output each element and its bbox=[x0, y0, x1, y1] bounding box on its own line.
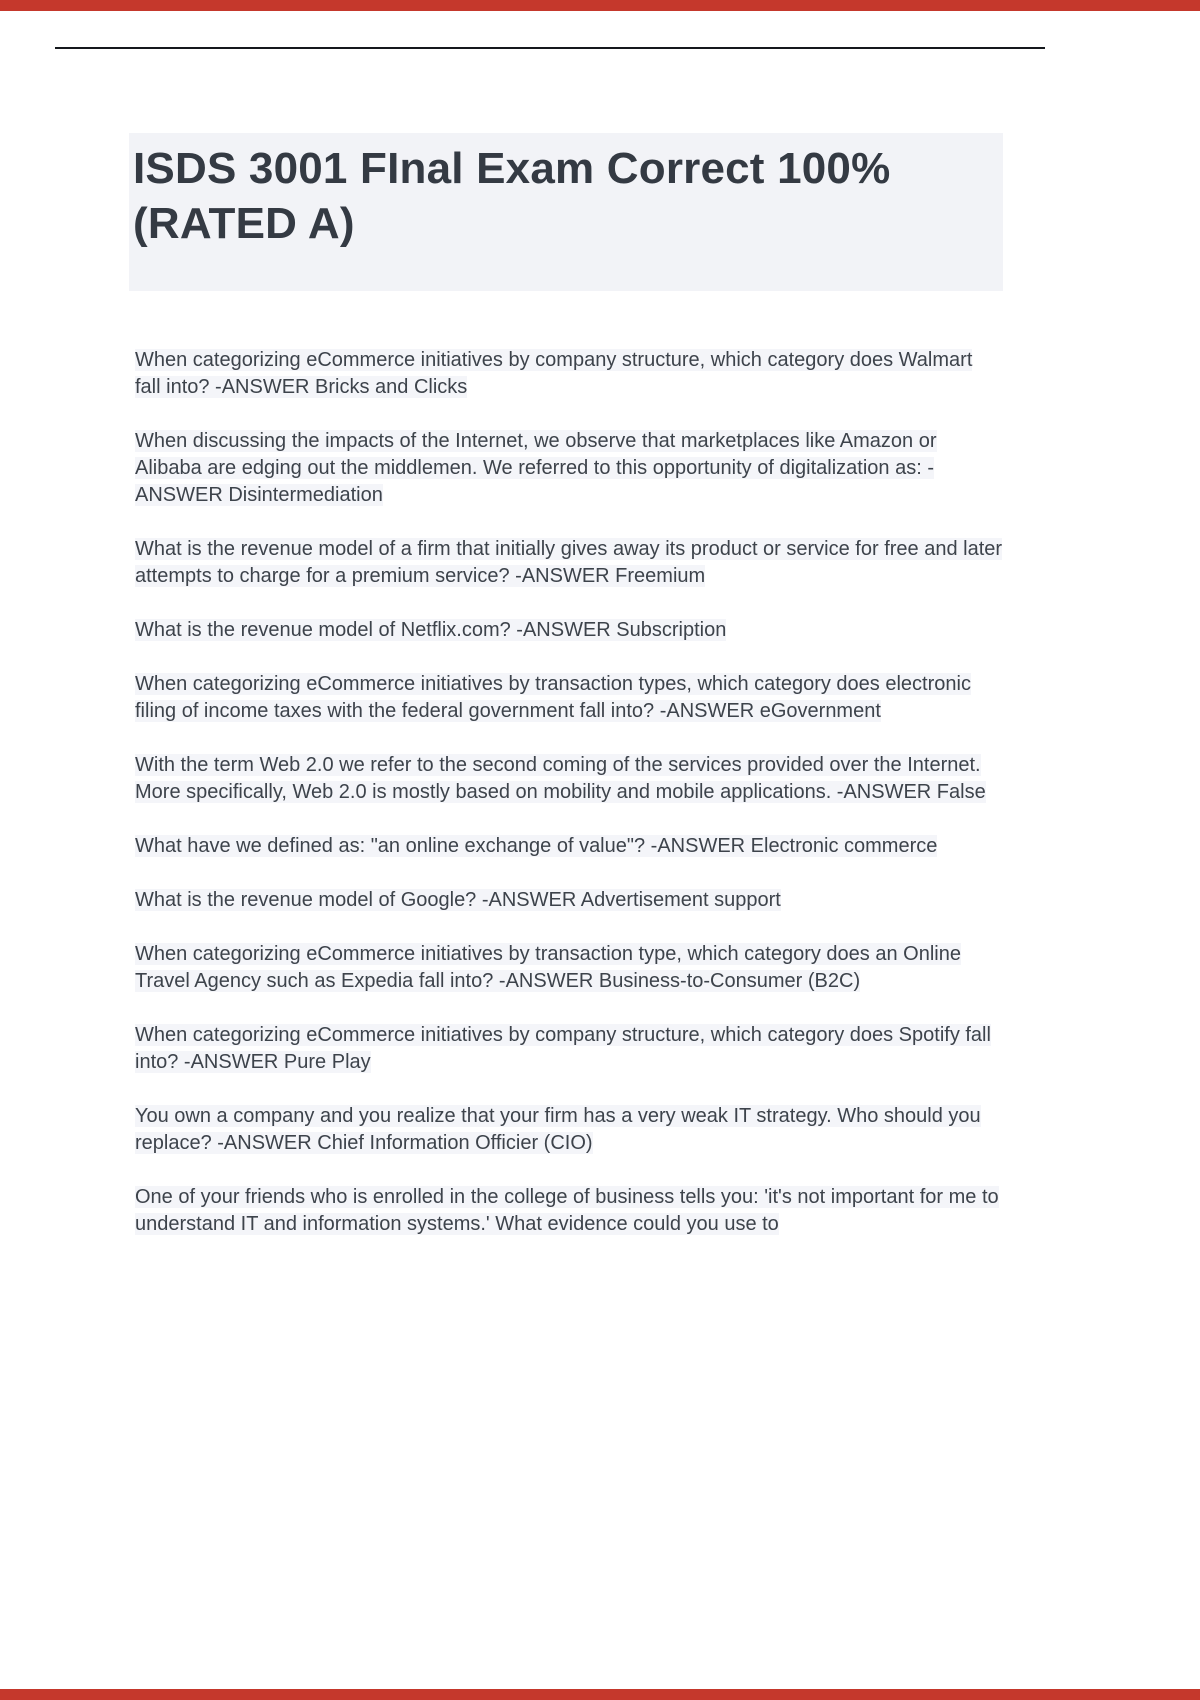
qa-paragraph-text: What is the revenue model of a firm that initially gives away its product or service for free and later attempts to charge for a premium service? -ANSWER Freemium bbox=[135, 538, 1003, 587]
qa-paragraph-text: You own a company and you realize that your firm has a very weak IT strategy. Who should you replace? -ANSWER Chief Information Officier (CIO) bbox=[135, 1105, 981, 1154]
qa-paragraph bbox=[135, 1184, 1003, 1238]
qa-paragraph-text: When categorizing eCommerce initiatives by transaction types, which category does electronic filing of income taxes with the federal government fall into? -ANSWER eGovernment bbox=[135, 673, 971, 722]
qa-paragraph-text: One of your friends who is enrolled in the college of business tells you: 'it's not important for me to understand IT and information systems.' What evidence could you use to bbox=[135, 1186, 999, 1235]
qa-paragraph bbox=[135, 536, 1003, 590]
document-content bbox=[135, 133, 1003, 1265]
qa-paragraph bbox=[135, 887, 1003, 914]
qa-paragraph-text: What is the revenue model of Google? -ANSWER Advertisement support bbox=[135, 889, 781, 911]
qa-paragraph bbox=[135, 1022, 1003, 1076]
qa-paragraph bbox=[135, 617, 1003, 644]
qa-paragraph bbox=[135, 833, 1003, 860]
qa-paragraph-text: What have we defined as: "an online exchange of value"? -ANSWER Electronic commerce bbox=[135, 835, 938, 857]
qa-paragraph bbox=[135, 428, 1003, 509]
qa-paragraph-text: When categorizing eCommerce initiatives by company structure, which category does Walmart fall into? -ANSWER Bricks and Clicks bbox=[135, 349, 973, 398]
qa-paragraph-text: When discussing the impacts of the Internet, we observe that marketplaces like Amazon or Alibaba are edging out the middlemen. We referred to this opportunity of digitalization as: -ANSWER Disintermediation bbox=[135, 430, 937, 506]
qa-paragraph bbox=[135, 941, 1003, 995]
bottom-accent-bar bbox=[0, 1689, 1200, 1700]
qa-paragraph-text: What is the revenue model of Netflix.com? -ANSWER Subscription bbox=[135, 619, 727, 641]
qa-paragraph bbox=[135, 1103, 1003, 1157]
page-title: ISDS 3001 FInal Exam Correct 100% (RATED A) bbox=[129, 133, 1003, 291]
qa-paragraph-text: When categorizing eCommerce initiatives by company structure, which category does Spotify fall into? -ANSWER Pure Play bbox=[135, 1024, 991, 1073]
qa-paragraph bbox=[135, 671, 1003, 725]
document-body bbox=[135, 347, 1003, 1238]
qa-paragraph-text: When categorizing eCommerce initiatives by transaction type, which category does an Online Travel Agency such as Expedia fall into? -ANSWER Business-to-Consumer (B2C) bbox=[135, 943, 961, 992]
qa-paragraph bbox=[135, 752, 1003, 806]
header-divider bbox=[55, 47, 1045, 49]
qa-paragraph bbox=[135, 347, 1003, 401]
top-accent-bar bbox=[0, 0, 1200, 11]
qa-paragraph-text: With the term Web 2.0 we refer to the second coming of the services provided over the Internet. More specifically, Web 2.0 is mostly based on mobility and mobile applications. -ANSWER False bbox=[135, 754, 986, 803]
